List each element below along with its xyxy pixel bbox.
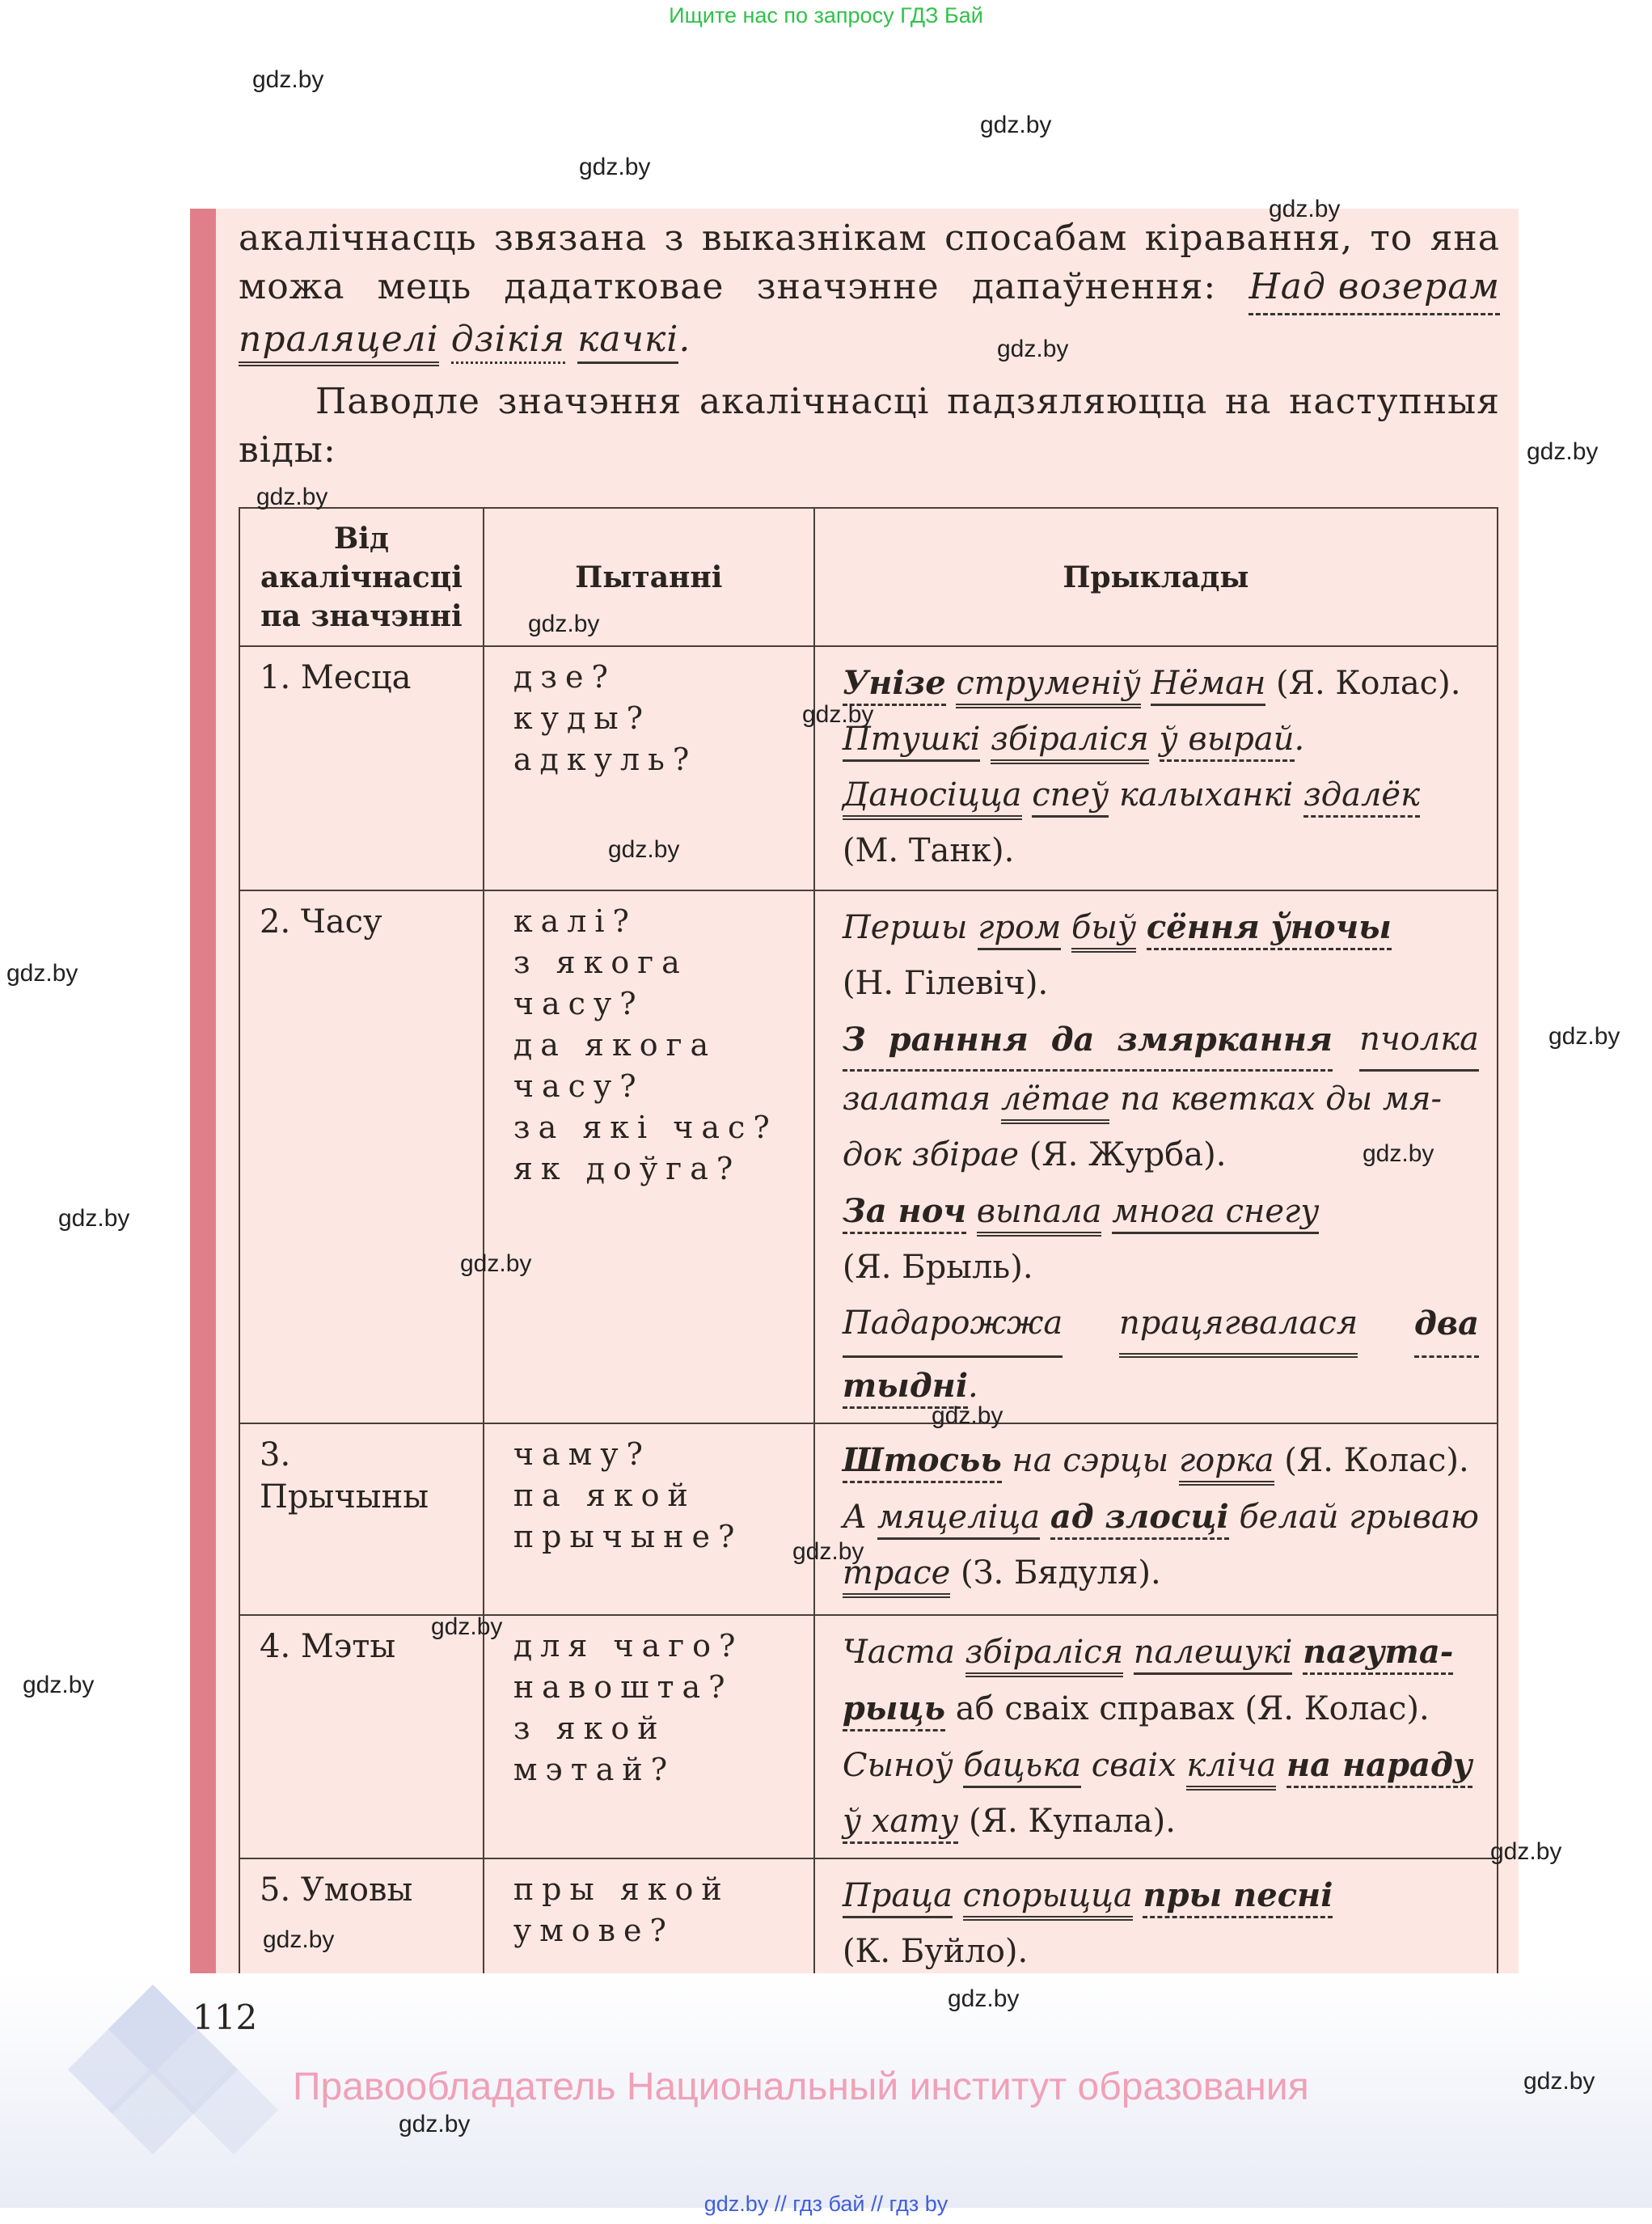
intro-line-3 [239,315,1500,364]
word: на [1224,381,1272,422]
example-word: пагута- [1303,1633,1453,1675]
watermark: gdz.by [6,960,78,987]
watermark: gdz.by [263,1926,335,1953]
example-source: (З. Бядуля). [950,1554,1161,1592]
table-header-row [239,508,1498,646]
example-word: два [1414,1296,1479,1358]
punct: . [678,319,691,360]
watermark: gdz.by [608,836,680,863]
header-kind-line: Від [333,521,389,556]
lead-paragraph [239,378,1500,475]
search-banner[interactable]: Ищите нас по запросу ГДЗ Бай [669,3,983,27]
example-word: Унізе [843,664,946,706]
example-source: (Я. Купала). [958,1803,1176,1840]
word: то [1370,218,1413,259]
side-accent-bar [190,209,216,1973]
question: дзе? [513,659,616,695]
word: можа [239,266,345,307]
table-row [239,890,1498,1423]
word: дадатковае [504,266,725,307]
example-word: на нараду [1287,1746,1472,1788]
copyright-notice: Правообладатель Национальный институт образования [293,2065,1309,2108]
word: акалічнасці [699,381,930,422]
watermark: gdz.by [980,112,1052,138]
header-kind-line: па значэнні [260,598,463,633]
question: пры якой [513,1871,730,1907]
example-word: А [842,1499,877,1536]
header-examples: Прыклады [814,508,1498,646]
example-word: пчолка [1359,1012,1479,1072]
kind-cell: 5. Умовы [239,1858,484,1989]
watermark: gdz.by [1548,1023,1620,1050]
watermark: gdz.by [1363,1140,1434,1167]
watermark: gdz.by [399,2111,471,2137]
adverbials-table [239,507,1498,1989]
watermark: gdz.by [528,611,600,637]
examples-cell [814,646,1498,890]
word: з [664,218,685,259]
example-word: Першы [842,909,968,946]
question: куды? [513,700,651,736]
example-word: Сыноў [842,1747,964,1784]
question: за які час? [513,1110,778,1145]
example-word: залатая [842,1080,1001,1118]
example-source: (Н. Гілевіч). [842,965,1049,1002]
example-word: многа снегу [1112,1193,1319,1234]
example-adverbial: Над возерам [1249,263,1500,315]
question: з якой мэтай? [513,1710,676,1787]
example-word: ў вырай [1160,721,1295,762]
watermark: gdz.by [58,1205,130,1232]
example-source: (М. Танк). [842,832,1015,869]
examples-cell [814,1423,1498,1615]
word: дапаўнення: [971,266,1217,307]
watermark: gdz.by [792,1538,864,1565]
example-word: ў хату [843,1803,958,1844]
word: значэння [497,381,682,422]
watermark: gdz.by [948,1985,1020,2012]
watermark: gdz.by [1527,438,1599,465]
example-word: Штосьь [843,1441,1002,1483]
kind-cell: 2. Часу [239,890,484,1423]
kind-cell: 3. Прычыны [239,1423,484,1615]
example-word: на сэрцы [1001,1442,1179,1479]
table-row [239,646,1498,890]
example-source: (Я. Колас). [1274,1442,1469,1479]
word: спосабам [944,218,1128,259]
word: акалічнасць [239,218,477,259]
example-word: тыдні [843,1367,968,1409]
example-word: белай грываю [1228,1499,1479,1536]
question: як доўга? [513,1151,741,1186]
lead-line-1 [239,378,1500,426]
example-source: (Я. Колас). [1265,665,1461,702]
word: выказнікам [701,218,927,259]
example-source: (К. Буйло). [842,1933,1029,1970]
header-questions: Пытанні [484,508,814,646]
table-row [239,1615,1498,1858]
example-word: сёння ўночы [1147,908,1392,950]
watermark: gdz.by [1490,1838,1562,1865]
example-word: палешукі [1134,1634,1293,1675]
watermark: gdz.by [997,336,1069,362]
example-word: мяцеліца [877,1499,1040,1540]
example-word: Птушкі [843,721,981,762]
questions-cell [484,1423,814,1615]
watermark: gdz.by [256,484,328,510]
word: наступныя [1289,381,1500,422]
word: кіравання, [1144,218,1354,259]
example-word: ад злосці [1050,1498,1229,1540]
example-word: З ранння да змяркання [843,1012,1333,1072]
watermark: gdz.by [579,154,651,180]
example-subject: качкі [577,319,678,364]
question: навошта? [513,1669,733,1705]
example-word: па кветках ды мя- [1109,1080,1443,1118]
word: мець [377,266,472,307]
watermark: gdz.by [802,701,874,728]
example-word: Часта [842,1634,965,1671]
example-word: док збірае [842,1136,1020,1173]
example-word: пры песні [1143,1876,1333,1918]
example-word: збіраліся [965,1634,1124,1677]
word: Паводле [315,381,480,422]
example-word: лётае [1001,1080,1110,1124]
example-word: спеў [1032,776,1109,818]
intro-line-2 [239,263,1500,315]
example-word: збіраліся [991,721,1149,764]
table-row [239,1423,1498,1615]
header-kind [239,508,484,646]
question: адкуль? [513,742,698,777]
example-source: (Я. Брыль). [842,1249,1033,1286]
question: калі? [513,903,637,939]
example-word: калыханкі [1109,776,1303,814]
word: яна [1430,218,1500,259]
example-word: гром [978,909,1061,950]
example-word: трасе [843,1554,950,1598]
examples-cell [814,1615,1498,1858]
example-source: (Я. Журба). [1019,1136,1227,1173]
example-word: За ноч [843,1192,966,1234]
punct: . [968,1368,978,1405]
example-word: Даносіцца [843,776,1022,820]
example-word: Падарожжа [843,1296,1063,1358]
question: з якога часу? [513,945,688,1021]
questions-cell [484,1615,814,1858]
example-word: Нёман [1151,665,1265,706]
punct: . [1294,721,1305,758]
example-source: аб сваіх справах (Я. Колас). [945,1690,1430,1727]
example-attribute: дзікія [451,319,565,364]
example-word: сваіх [1081,1747,1187,1784]
kind-cell: 4. Мэты [239,1615,484,1858]
watermark: gdz.by [431,1613,503,1640]
kind-cell: 1. Месца [239,646,484,890]
example-word: кліча [1186,1747,1276,1791]
question: да якога часу? [513,1027,717,1104]
intro-paragraph [239,214,1500,364]
example-predicate: праляцелі [239,319,439,366]
example-word: быў [1071,909,1136,953]
question: прычыне? [513,1519,743,1554]
watermark: gdz.by [23,1672,95,1698]
watermark: gdz.by [252,66,324,93]
question: для чаго? [513,1628,744,1664]
table-row [239,1858,1498,1989]
questions-cell [484,890,814,1423]
example-word: Праца [843,1877,953,1918]
example-word: бацька [963,1747,1081,1788]
header-kind-line: акалічнасці [260,560,463,594]
examples-cell [814,1858,1498,1989]
example-word: рыць [843,1689,945,1731]
page-number: 112 [192,1998,258,2037]
example-word: выпала [977,1193,1102,1237]
word: звязана [493,218,648,259]
question: умове? [513,1913,674,1948]
example-word: горка [1179,1442,1274,1486]
example-word: струменіў [956,665,1140,708]
word: падзяляюцца [947,381,1208,422]
example-word: працягвалася [1119,1296,1358,1358]
question: па якой [513,1478,696,1513]
questions-cell [484,1858,814,1989]
lead-line-2: віды: [239,429,336,471]
watermark: gdz.by [1523,2068,1595,2095]
watermark: gdz.by [1269,196,1341,222]
watermark: gdz.by [932,1402,1003,1429]
word: значэнне [756,266,940,307]
example-word: спорыцца [963,1877,1133,1921]
watermark: gdz.by [460,1250,532,1277]
question: чаму? [513,1436,651,1472]
example-word: здалёк [1303,776,1420,818]
bottom-links[interactable]: gdz.by // гдз бай // гдз by [703,2192,949,2216]
